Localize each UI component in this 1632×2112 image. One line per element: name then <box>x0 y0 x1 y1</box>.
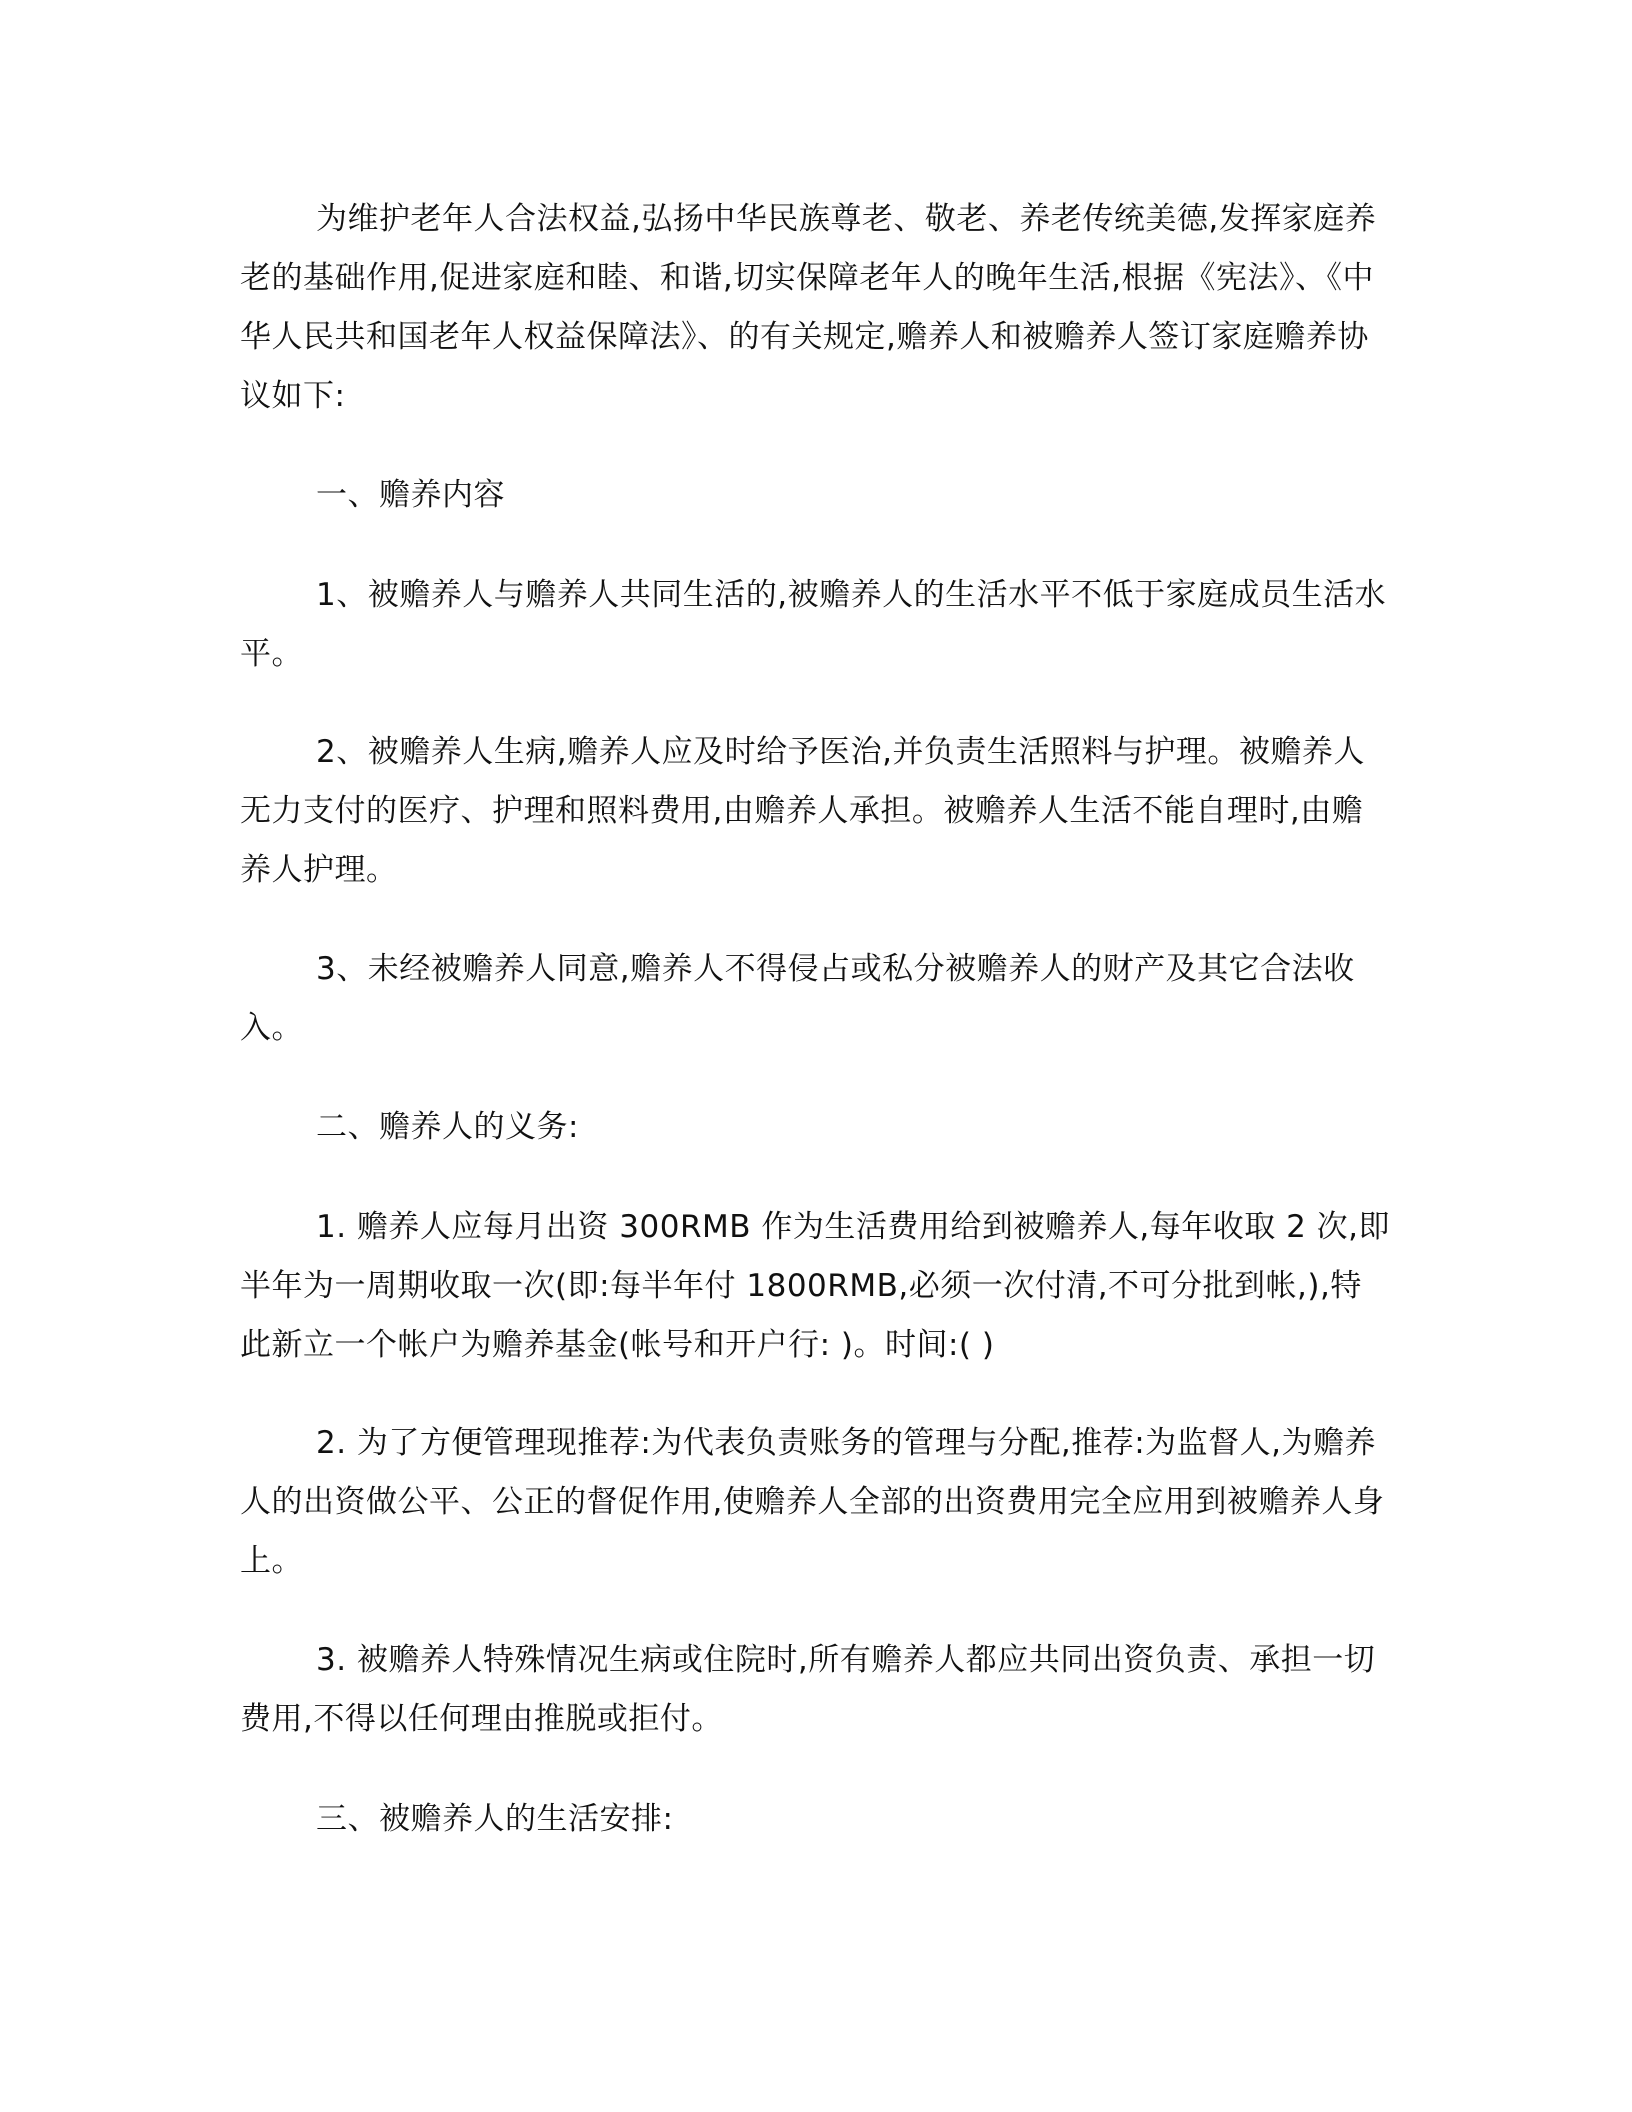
clause-2-1: 1. 赡养人应每月出资 300RMB 作为生活费用给到被赡养人,每年收取 2 次,即半年为一周期收取一次(即:每半年付 1800RMB,必须一次付清,不可分批到帐,),特此新立一个帐户为赡养基金(帐号和开户行: )。时间:( ) <box>240 1209 1390 1363</box>
section-heading-2: 二、赡养人的义务: <box>316 1109 579 1145</box>
section-heading-1: 一、赡养内容 <box>316 477 505 513</box>
intro-paragraph: 为维护老年人合法权益,弘扬中华民族尊老、敬老、养老传统美德,发挥家庭养老的基础作用,促进家庭和睦、和谐,切实保障老年人的晚年生活,根据《宪法》、《中华人民共和国老年人权益保障法》、的有关规定,赡养人和被赡养人签订家庭赡养协议如下: <box>240 201 1377 414</box>
section-heading-3: 三、被赡养人的生活安排: <box>316 1801 674 1837</box>
clause-1-1: 1、被赡养人与赡养人共同生活的,被赡养人的生活水平不低于家庭成员生活水平。 <box>240 577 1387 672</box>
clause-1-3: 3、未经被赡养人同意,赡养人不得侵占或私分被赡养人的财产及其它合法收入。 <box>240 951 1355 1046</box>
clause-2-3: 3. 被赡养人特殊情况生病或住院时,所有赡养人都应共同出资负责、承担一切费用,不得以任何理由推脱或拒付。 <box>240 1642 1376 1737</box>
clause-2-2: 2. 为了方便管理现推荐:为代表负责账务的管理与分配,推荐:为监督人,为赡养人的出资做公平、公正的督促作用,使赡养人全部的出资费用完全应用到被赡养人身上。 <box>240 1425 1385 1579</box>
clause-1-2: 2、被赡养人生病,赡养人应及时给予医治,并负责生活照料与护理。被赡养人无力支付的医疗、护理和照料费用,由赡养人承担。被赡养人生活不能自理时,由赡养人护理。 <box>240 734 1365 888</box>
